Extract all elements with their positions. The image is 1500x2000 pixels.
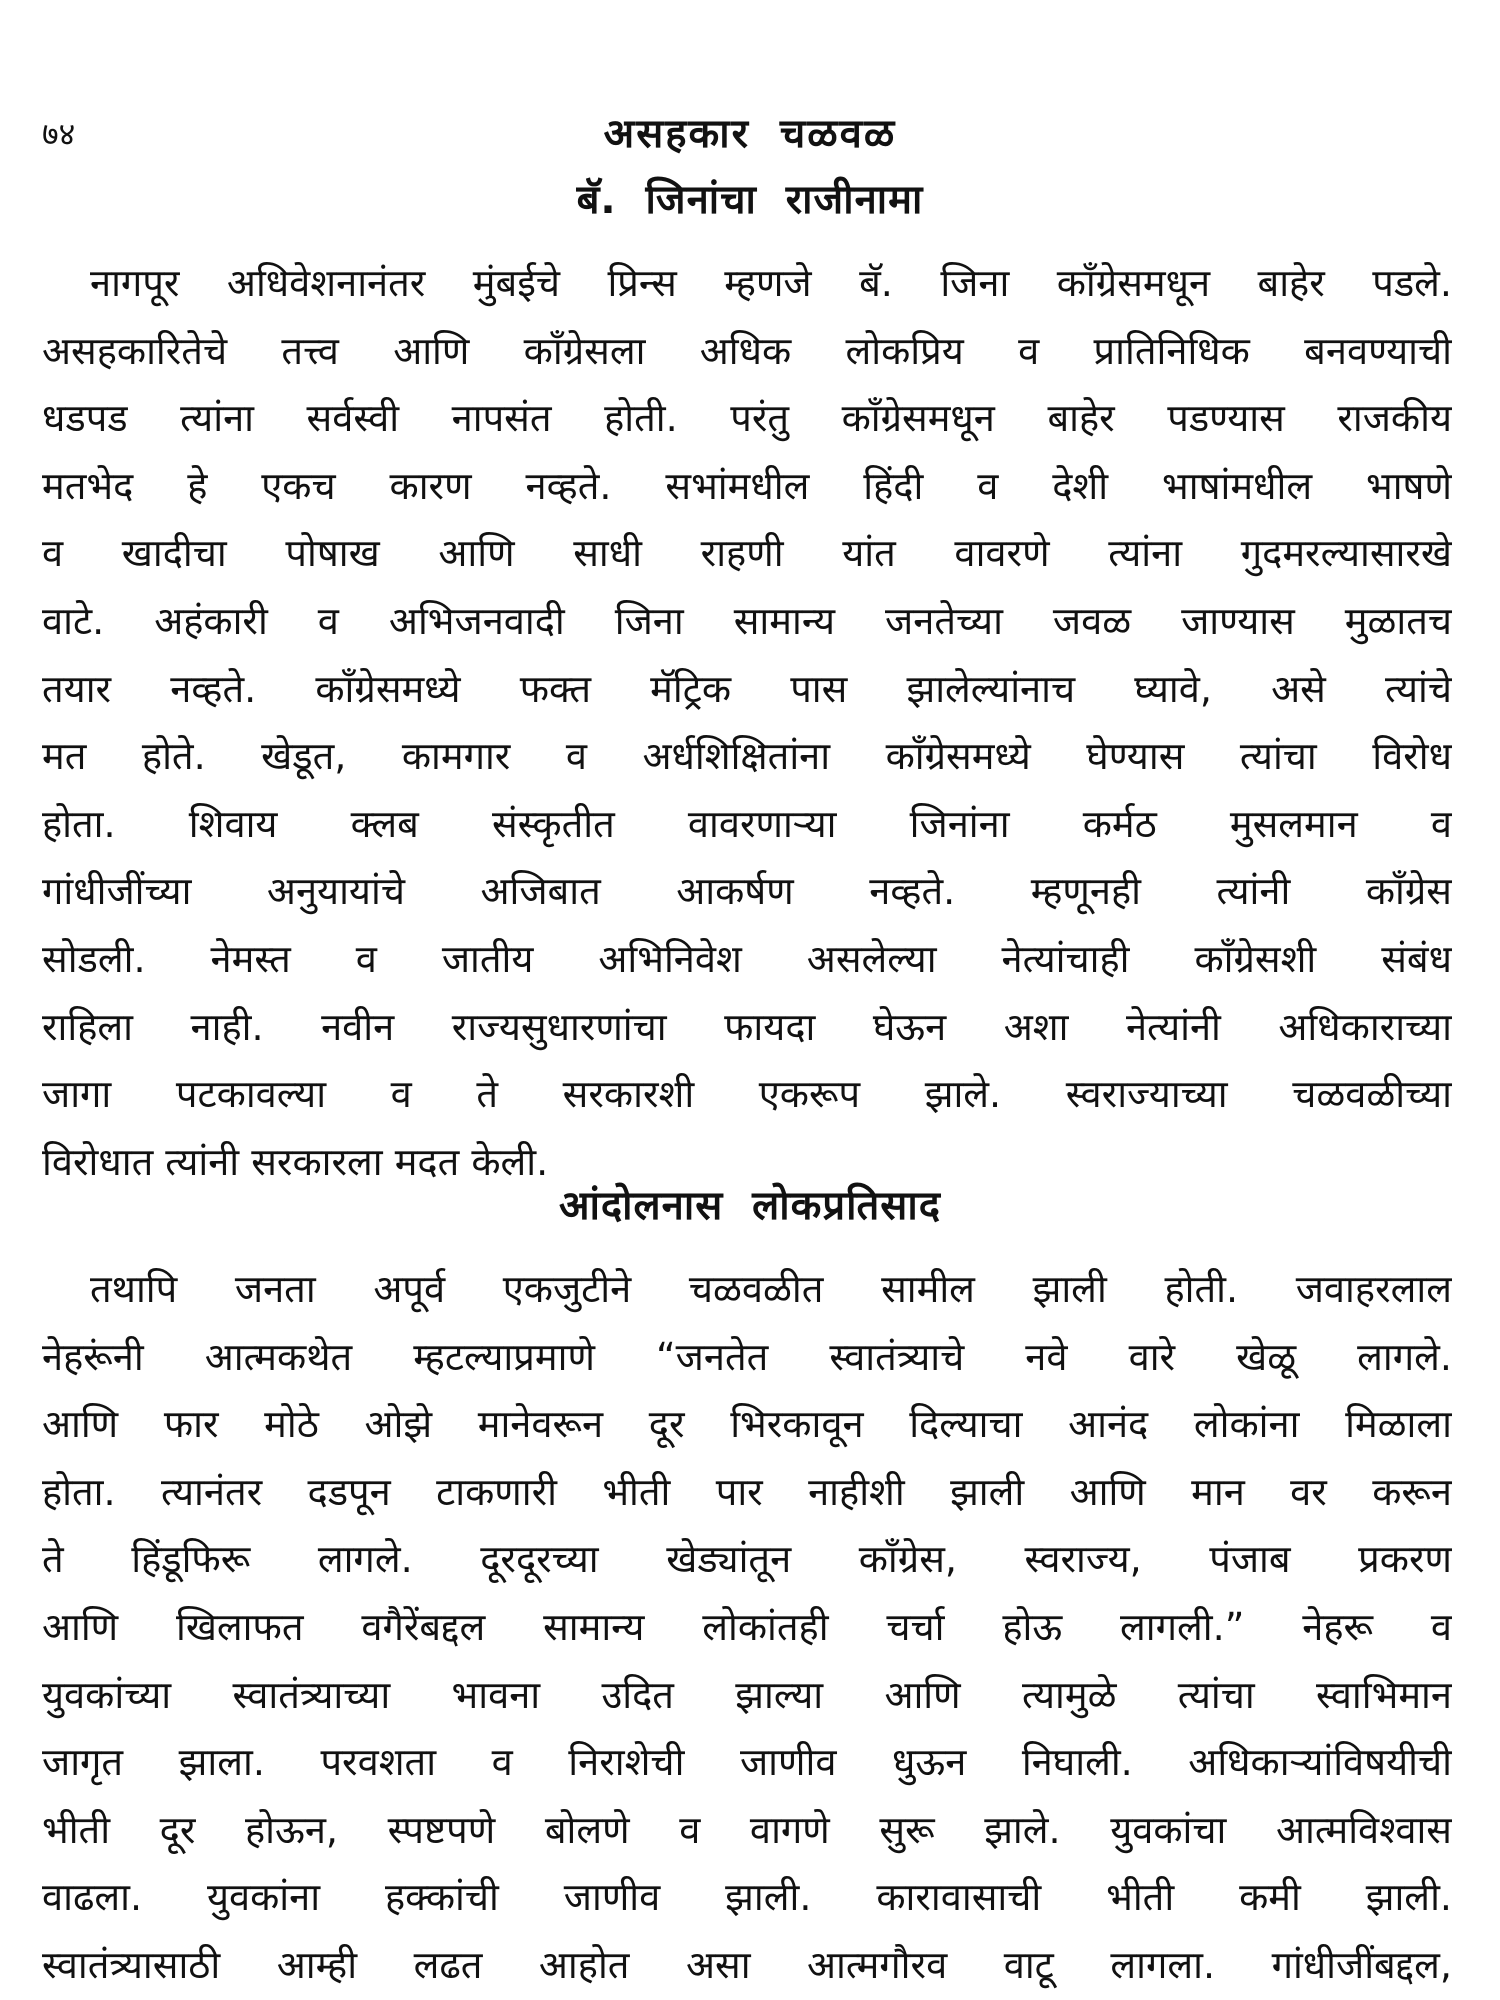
paragraph-line: भीती दूर होऊन, स्पष्टपणे बोलणे व वागणे सुरू झाले. युवकांचा आत्मविश्वास	[42, 1807, 1452, 1852]
paragraph-line: वाढला. युवकांना हक्कांची जाणीव झाली. कारावासाची भीती कमी झाली.	[42, 1875, 1452, 1920]
paragraph-line: वाटे. अहंकारी व अभिजनवादी जिना सामान्य जनतेच्या जवळ जाण्यास मुळातच	[42, 598, 1452, 643]
paragraph-line: जागा पटकावल्या व ते सरकारशी एकरूप झाले. स्वराज्याच्या चळवळीच्या	[42, 1072, 1452, 1117]
paragraph-line: गांधीजींच्या अनुयायांचे अजिबात आकर्षण नव्हते. म्हणूनही त्यांनी काँग्रेस	[42, 869, 1452, 914]
paragraph-line: राहिला नाही. नवीन राज्यसुधारणांचा फायदा घेऊन अशा नेत्यांनी अधिकाराच्या	[42, 1004, 1452, 1049]
paragraph-line: आणि खिलाफत वगैरेंबद्दल सामान्य लोकांतही चर्चा होऊ लागली.” नेहरू व	[42, 1604, 1452, 1649]
running-title: असहकार चळवळ	[603, 111, 897, 157]
paragraph-line: धडपड त्यांना सर्वस्वी नापसंत होती. परंतु काँग्रेसमधून बाहेर पडण्यास राजकीय	[42, 396, 1452, 441]
paragraph-line: जागृत झाला. परवशता व निराशेची जाणीव धुऊन निघाली. अधिकाऱ्यांविषयीची	[42, 1740, 1452, 1785]
running-header	[0, 104, 1500, 164]
paragraph-line: नागपूर अधिवेशनानंतर मुंबईचे प्रिन्स म्हणजे बॅ. जिना काँग्रेसमधून बाहेर पडले.	[90, 261, 1452, 305]
paragraph-line: विरोधात त्यांनी सरकारला मदत केली.	[42, 1139, 549, 1184]
paragraph-line: आणि फार मोठे ओझे मानेवरून दूर भिरकावून दिल्याचा आनंद लोकांना मिळाला	[42, 1402, 1452, 1447]
page-number: ७४	[42, 115, 76, 153]
paragraph-jinnah-resignation	[42, 250, 1452, 1196]
paragraph-line: मत होते. खेडूत, कामगार व अर्धशिक्षितांना काँग्रेसमध्ये घेण्यास त्यांचा विरोध	[42, 734, 1452, 779]
paragraph-line: ते हिंडूफिरू लागले. दूरदूरच्या खेड्यांतून काँग्रेस, स्वराज्य, पंजाब प्रकरण	[42, 1537, 1452, 1582]
paragraph-line: होता. त्यानंतर दडपून टाकणारी भीती पार नाहीशी झाली आणि मान वर करून	[42, 1469, 1452, 1514]
paragraph-line: मतभेद हे एकच कारण नव्हते. सभांमधील हिंदी व देशी भाषांमधील भाषणे	[42, 463, 1452, 508]
paragraph-line: तथापि जनता अपूर्व एकजुटीने चळवळीत सामील झाली होती. जवाहरलाल	[90, 1267, 1452, 1311]
section-heading-jinnah-resignation: बॅ. जिनांचा राजीनामा	[576, 177, 924, 223]
paragraph-line: स्वातंत्र्यासाठी आम्ही लढत आहोत असा आत्मगौरव वाटू लागला. गांधीजींबद्दल,	[42, 1942, 1452, 1987]
section-heading-public-response: आंदोलनास लोकप्रतिसाद	[559, 1183, 941, 1229]
paragraph-line: होता. शिवाय क्लब संस्कृतीत वावरणाऱ्या जिनांना कर्मठ मुसलमान व	[42, 801, 1452, 846]
paragraph-line: युवकांच्या स्वातंत्र्याच्या भावना उदित झाल्या आणि त्यामुळे त्यांचा स्वाभिमान	[42, 1672, 1452, 1717]
paragraph-line: तयार नव्हते. काँग्रेसमध्ये फक्त मॅट्रिक पास झालेल्यांनाच घ्यावे, असे त्यांचे	[42, 666, 1452, 711]
paragraph-line: नेहरूंनी आत्मकथेत म्हटल्याप्रमाणे “जनतेत स्वातंत्र्याचे नवे वारे खेळू लागले.	[42, 1334, 1452, 1379]
paragraph-line: व खादीचा पोषाख आणि साधी राहणी यांत वावरणे त्यांना गुदमरल्यासारखे	[42, 531, 1452, 576]
paragraph-line: सोडली. नेमस्त व जातीय अभिनिवेश असलेल्या नेत्यांचाही काँग्रेसशी संबंध	[42, 936, 1452, 981]
paragraph-public-response	[42, 1256, 1452, 2000]
paragraph-line: असहकारितेचे तत्त्व आणि काँग्रेसला अधिक लोकप्रिय व प्रातिनिधिक बनवण्याची	[42, 328, 1452, 373]
